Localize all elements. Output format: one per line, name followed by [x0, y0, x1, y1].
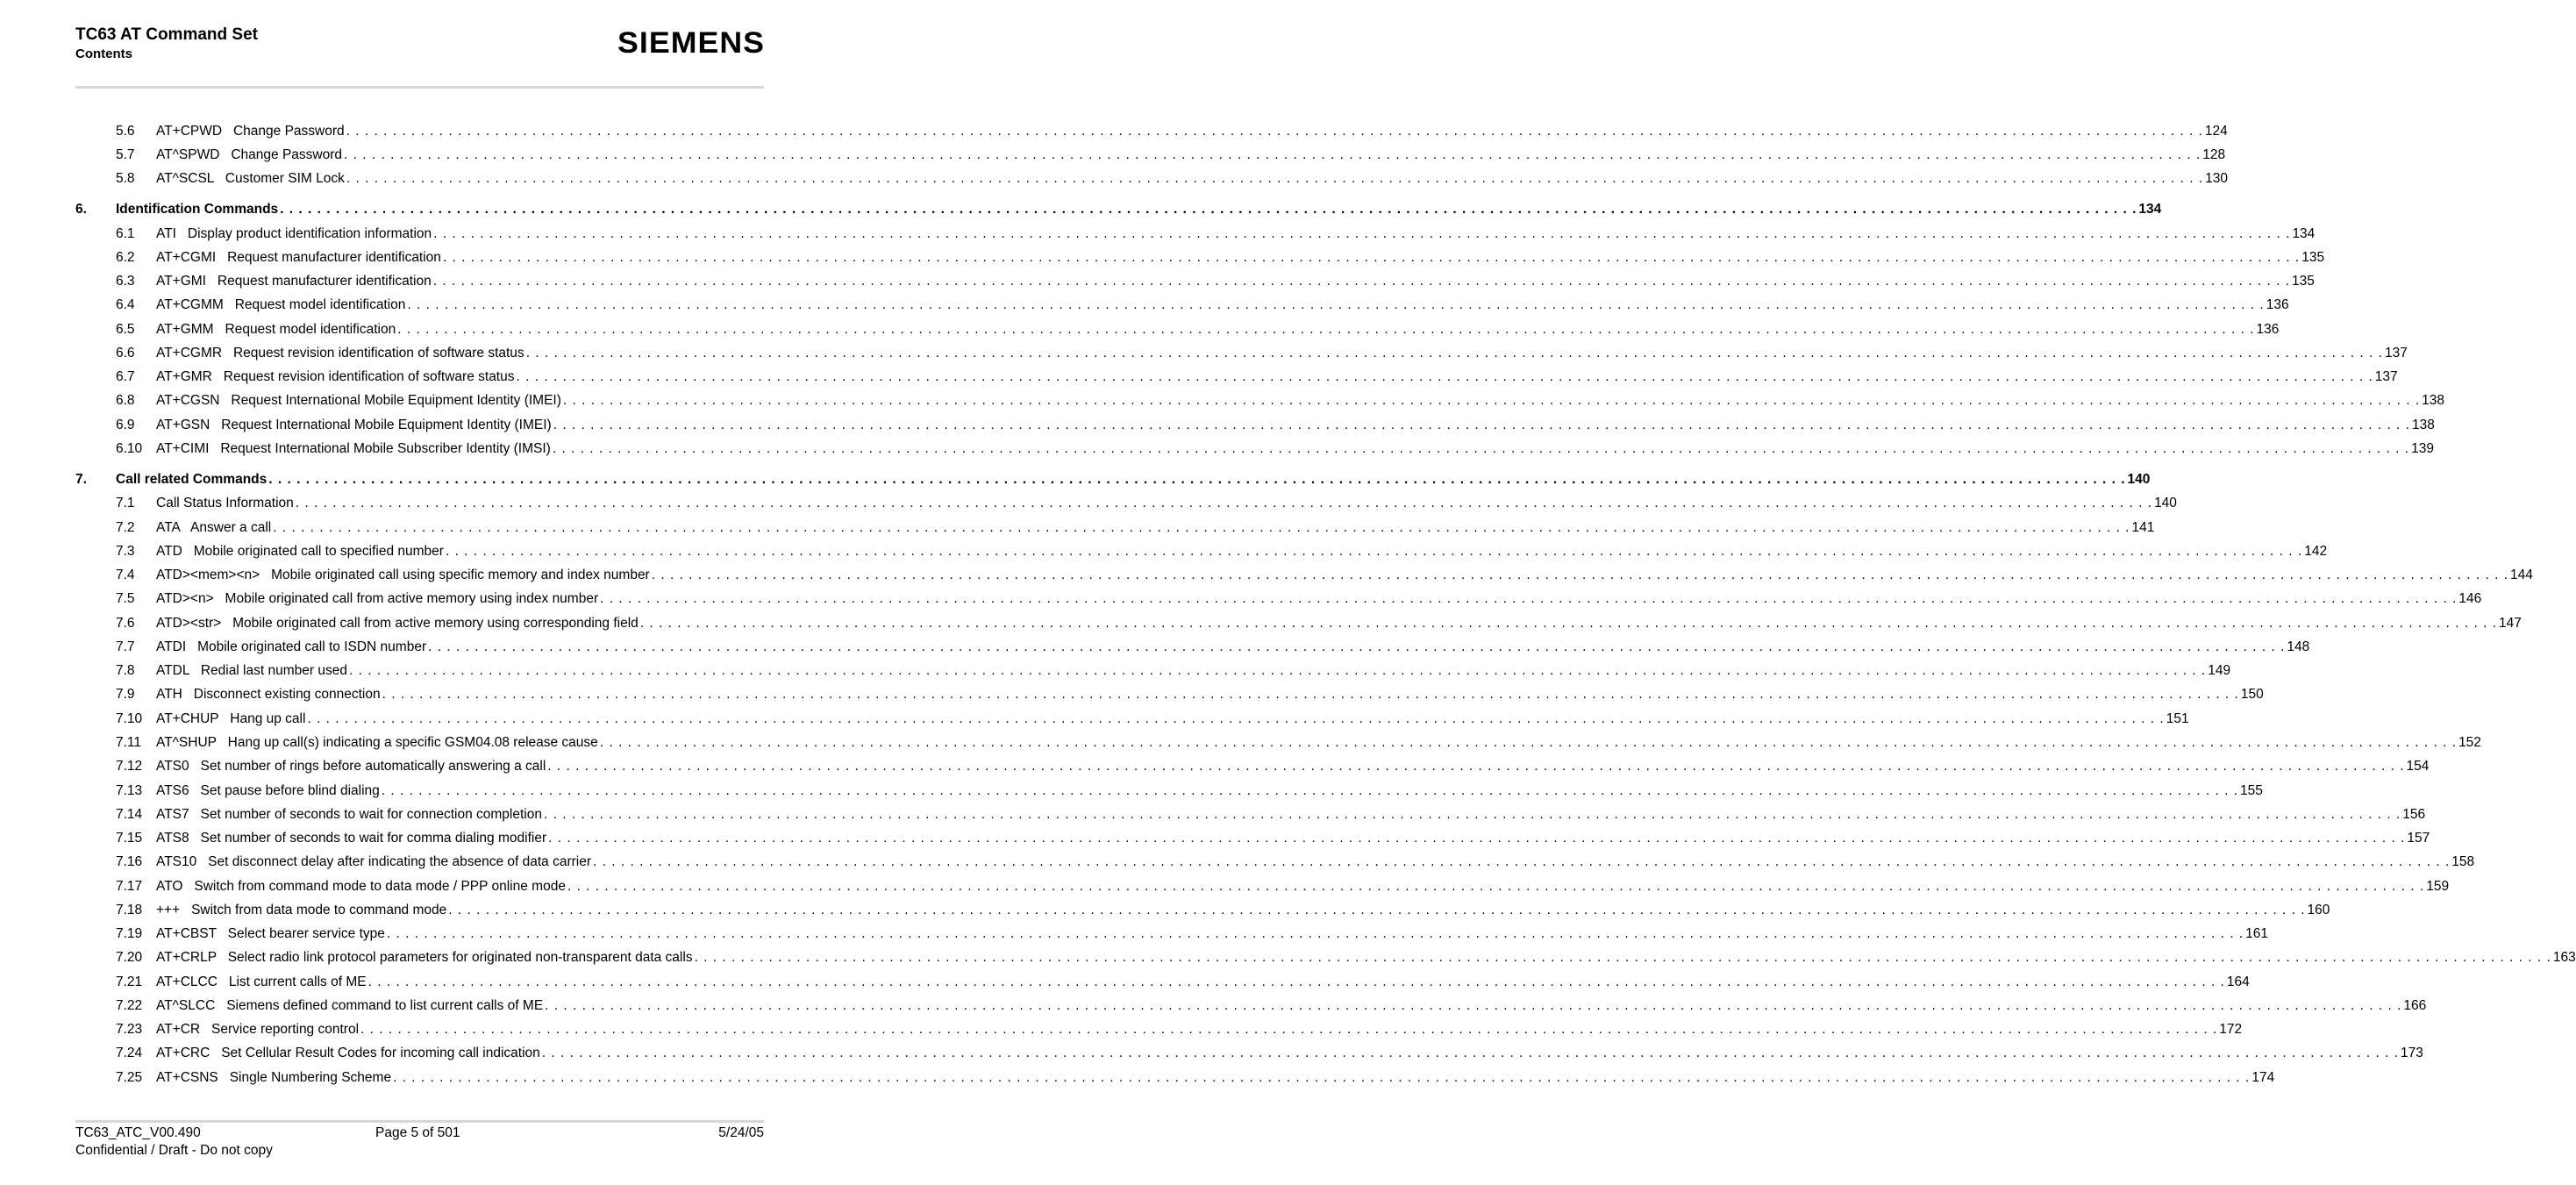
toc-entry-title: AT^SLCC Siemens defined command to list current calls of ME — [156, 998, 544, 1013]
toc-entry-line — [156, 440, 2434, 458]
toc-dot-leader: . . . . . . . . . . . . . . . . . . . . . . . . . . . . . . . . . . . . . . . . . . . . . . . . . . . . . . . . . . . . . . . . . . . . . . . . . . . . . . . . . . . . . . . . . . . . . . . . . . . . . . . . . . . . . . . . . . . . . . . . . . . . . . . . . . . . . . . . . . . . . . . . . . . . . . . . . . . . . . . . . . . . . . . . . . . . . . . . . . . . . . . . . . . . . . . . . . . . . . . . — [433, 226, 2291, 241]
toc-entry-line — [156, 345, 2408, 362]
toc-entry-line — [156, 997, 2427, 1015]
toc-entry-line — [156, 686, 2264, 703]
toc-entry-title: AT+CRLP Select radio link protocol parameters for originated non-transparent data calls — [156, 950, 693, 965]
toc-entry-line — [156, 949, 2576, 967]
toc-entry-title: ATA Answer a call — [156, 520, 272, 535]
toc-entry-line — [156, 225, 2316, 243]
toc-entry-page: 151 — [2166, 711, 2189, 726]
toc-entry-number: 7.24 — [116, 1046, 143, 1060]
toc-entry-line — [156, 392, 2445, 410]
toc-entry-page: 140 — [2127, 472, 2151, 487]
toc-entry-title: AT+CGSN Request International Mobile Equipment Identity (IMEI) — [156, 393, 561, 408]
toc-entry[interactable] — [75, 368, 2398, 386]
toc-dot-leader: . . . . . . . . . . . . . . . . . . . . . . . . . . . . . . . . . . . . . . . . . . . . . . . . . . . . . . . . . . . . . . . . . . . . . . . . . . . . . . . . . . . . . . . . . . . . . . . . . . . . . . . . . . . . . . . . . . . . . . . . . . . . . . . . . . . . . . . . . . . . . . . . . . . . . . . . . . . . . . . . . . . . . . . . . . . . . . . . . . . . . . . . . . . . . . . . . . . . . . . . — [346, 124, 2203, 139]
toc-entry[interactable] — [75, 615, 2522, 632]
toc-entry-page: 134 — [2138, 202, 2162, 217]
toc-dot-leader: . . . . . . . . . . . . . . . . . . . . . . . . . . . . . . . . . . . . . . . . . . . . . . . . . . . . . . . . . . . . . . . . . . . . . . . . . . . . . . . . . . . . . . . . . . . . . . . . . . . . . . . . . . . . . . . . . . . . . . . . . . . . . . . . . . . . . . . . . . . . . . . . . . . . . . . . . . . . . . . . . . . . . . . . . . . . . . . . . . . . . . . . . . . . . . . . . . . . . . . . — [382, 687, 2239, 702]
toc-entry[interactable] — [75, 567, 2533, 584]
toc-entry[interactable] — [75, 273, 2315, 290]
toc-entry[interactable] — [75, 997, 2427, 1015]
toc-dot-leader: . . . . . . . . . . . . . . . . . . . . . . . . . . . . . . . . . . . . . . . . . . . . . . . . . . . . . . . . . . . . . . . . . . . . . . . . . . . . . . . . . . . . . . . . . . . . . . . . . . . . . . . . . . . . . . . . . . . . . . . . . . . . . . . . . . . . . . . . . . . . . . . . . . . . . . . . . . . . . . . . . . . . . . . . . . . . . . . . . . . . . . . . . . . . . . . . . . . . . . . . — [346, 171, 2204, 186]
toc-entry[interactable] — [75, 710, 2189, 728]
toc-entry-line — [156, 782, 2263, 800]
toc-entry-page: 163 — [2552, 950, 2576, 965]
toc-entry-number: 7.7 — [116, 639, 135, 654]
toc-entry-page: 156 — [2402, 807, 2426, 822]
toc-entry-line — [156, 806, 2426, 824]
toc-entry-number: 7.11 — [116, 735, 142, 750]
toc-entry-number: 7.19 — [116, 926, 143, 941]
toc-entry[interactable] — [75, 123, 2228, 140]
toc-entry-line — [156, 902, 2330, 919]
toc-entry[interactable] — [75, 225, 2316, 243]
toc-entry[interactable] — [75, 392, 2445, 410]
toc-entry-line — [156, 296, 2289, 314]
toc-entry-number: 6.2 — [116, 250, 135, 265]
toc-entry-number: 7.17 — [116, 879, 143, 894]
toc-entry-title: AT+CGMI Request manufacturer identification — [156, 250, 441, 265]
toc-entry-title: ATD><str> Mobile originated call from active memory using corresponding field — [156, 616, 639, 631]
toc-entry-page: 173 — [2401, 1046, 2423, 1060]
toc-dot-leader: . . . . . . . . . . . . . . . . . . . . . . . . . . . . . . . . . . . . . . . . . . . . . . . . . . . . . . . . . . . . . . . . . . . . . . . . . . . . . . . . . . . . . . . . . . . . . . . . . . . . . . . . . . . . . . . . . . . . . . . . . . . . . . . . . . . . . . . . . . . . . . . . . . . . . . . . . . . . . . . . . . . . . . . . . . . . . . . . . . . . . . . . . . . . . . . . . . . . . . . . — [407, 297, 2265, 312]
toc-entry[interactable] — [75, 853, 2475, 871]
toc-entry-page: 140 — [2154, 496, 2177, 510]
toc-entry-line — [156, 639, 2310, 656]
footer-doc-id: TC63_ATC_V00.490 — [75, 1125, 201, 1140]
toc-entry-page: 159 — [2426, 879, 2450, 894]
toc-dot-leader: . . . . . . . . . . . . . . . . . . . . . . . . . . . . . . . . . . . . . . . . . . . . . . . . . . . . . . . . . . . . . . . . . . . . . . . . . . . . . . . . . . . . . . . . . . . . . . . . . . . . . . . . . . . . . . . . . . . . . . . . . . . . . . . . . . . . . . . . . . . . . . . . . . . . . . . . . . . . . . . . . . . . . . . . . . . . . . . . . . . . . . . . . . . . . . . . . . . . . . . . — [307, 711, 2165, 726]
toc-entry[interactable] — [75, 543, 2328, 560]
toc-entry-title: AT+GMM Request model identification — [156, 322, 396, 337]
toc-entry-page: 138 — [2411, 418, 2435, 432]
toc-entry[interactable] — [75, 830, 2430, 847]
toc-entry-number: 5.8 — [116, 171, 135, 186]
toc-dot-leader: . . . . . . . . . . . . . . . . . . . . . . . . . . . . . . . . . . . . . . . . . . . . . . . . . . . . . . . . . . . . . . . . . . . . . . . . . . . . . . . . . . . . . . . . . . . . . . . . . . . . . . . . . . . . . . . . . . . . . . . . . . . . . . . . . . . . . . . . . . . . . . . . . . . . . . . . . . . . . . . . . . . . . . . . . . . . . . . . . . . . . . . . . . . . . . . . . . . . . . . . — [552, 441, 2410, 456]
toc-entry-page: 172 — [2219, 1022, 2243, 1037]
toc-entry-title: AT+CPWD Change Password — [156, 124, 345, 139]
toc-entry-line — [156, 123, 2228, 140]
toc-entry-number: 7.9 — [116, 687, 135, 702]
toc-entry-title: AT+GSN Request International Mobile Equipment Identity (IMEI) — [156, 418, 552, 432]
toc-entry-line — [116, 201, 2162, 218]
toc-entry-page: 164 — [2226, 974, 2250, 989]
toc-dot-leader: . . . . . . . . . . . . . . . . . . . . . . . . . . . . . . . . . . . . . . . . . . . . . . . . . . . . . . . . . . . . . . . . . . . . . . . . . . . . . . . . . . . . . . . . . . . . . . . . . . . . . . . . . . . . . . . . . . . . . . . . . . . . . . . . . . . . . . . . . . . . . . . . . . . . . . . . . . . . . . . . . . . . . . . . . . . . . . . . . . . . . . . . . . . . . . . . . . . . . . . . — [367, 974, 2225, 989]
toc-entry-number: 7.8 — [116, 663, 135, 678]
toc-entry-title: AT+CHUP Hang up call — [156, 711, 306, 726]
toc-entry-title: AT+CGMR Request revision identification of software status — [156, 346, 524, 360]
toc-entry[interactable] — [75, 1045, 2423, 1062]
toc-dot-leader: . . . . . . . . . . . . . . . . . . . . . . . . . . . . . . . . . . . . . . . . . . . . . . . . . . . . . . . . . . . . . . . . . . . . . . . . . . . . . . . . . . . . . . . . . . . . . . . . . . . . . . . . . . . . . . . . . . . . . . . . . . . . . . . . . . . . . . . . . . . . . . . . . . . . . . . . . . . . . . . . . . . . . . . . . . . . . . . . . . . . . . . . . . . . . . . . . . . . . . . . — [541, 1046, 2400, 1060]
toc-entry-title: ATI Display product identification information — [156, 226, 432, 241]
toc-entry-line — [156, 758, 2430, 775]
toc-dot-leader: . . . . . . . . . . . . . . . . . . . . . . . . . . . . . . . . . . . . . . . . . . . . . . . . . . . . . . . . . . . . . . . . . . . . . . . . . . . . . . . . . . . . . . . . . . . . . . . . . . . . . . . . . . . . . . . . . . . . . . . . . . . . . . . . . . . . . . . . . . . . . . . . . . . . . . . . . . . . . . . . . . . . . . . . . . . . . . . . . . . . . . . . . . . . . . . . . . . . . . . . — [448, 903, 2306, 917]
toc-entry-line — [156, 368, 2398, 386]
toc-entry-number: 6.4 — [116, 297, 135, 312]
toc-entry-title: ATS0 Set number of rings before automatically answering a call — [156, 759, 546, 774]
toc-entry-page: 138 — [2422, 393, 2445, 408]
toc-entry-title: ATS8 Set number of seconds to wait for comma dialing modifier — [156, 831, 547, 846]
siemens-logo: SIEMENS — [617, 26, 765, 60]
toc-entry-page: 142 — [2304, 544, 2328, 559]
toc-entry[interactable] — [75, 925, 2269, 943]
toc-dot-leader: . . . . . . . . . . . . . . . . . . . . . . . . . . . . . . . . . . . . . . . . . . . . . . . . . . . . . . . . . . . . . . . . . . . . . . . . . . . . . . . . . . . . . . . . . . . . . . . . . . . . . . . . . . . . . . . . . . . . . . . . . . . . . . . . . . . . . . . . . . . . . . . . . . . . . . . . . . . . . . . . . . . . . . . . . . . . . . . . . . . . . . . . . . . . . . . . . . . . . . . . — [432, 274, 2290, 289]
toc-entry-title: Call Status Information — [156, 496, 294, 510]
toc-entry-number: 6.7 — [116, 369, 135, 384]
toc-entry-number: 7.13 — [116, 783, 143, 798]
toc-entry-page: 136 — [2256, 322, 2280, 337]
toc-dot-leader: . . . . . . . . . . . . . . . . . . . . . . . . . . . . . . . . . . . . . . . . . . . . . . . . . . . . . . . . . . . . . . . . . . . . . . . . . . . . . . . . . . . . . . . . . . . . . . . . . . . . . . . . . . . . . . . . . . . . . . . . . . . . . . . . . . . . . . . . . . . . . . . . . . . . . . . . . . . . . . . . . . . . . . . . . . . . . . . . . . . . . . . . . . . . . . . . . . . . . . . . — [545, 998, 2402, 1013]
toc-entry[interactable] — [75, 170, 2228, 188]
toc-entry[interactable] — [75, 146, 2226, 164]
toc-entry-page: 166 — [2403, 998, 2427, 1013]
toc-entry-number: 7.21 — [116, 974, 143, 989]
toc-entry-number: 6. — [75, 202, 87, 217]
toc-entry-number: 7.18 — [116, 903, 143, 917]
toc-entry-number: 7.23 — [116, 1022, 143, 1037]
toc-entry[interactable] — [75, 974, 2250, 991]
toc-entry-line — [156, 1021, 2243, 1039]
document-title: TC63 AT Command Set — [75, 25, 258, 44]
toc-entry-number: 6.10 — [116, 441, 143, 456]
toc-dot-leader: . . . . . . . . . . . . . . . . . . . . . . . . . . . . . . . . . . . . . . . . . . . . . . . . . . . . . . . . . . . . . . . . . . . . . . . . . . . . . . . . . . . . . . . . . . . . . . . . . . . . . . . . . . . . . . . . . . . . . . . . . . . . . . . . . . . . . . . . . . . . . . . . . . . . . . . . . . . . . . . . . . . . . . . . . . . . . . . . . . . . . . . . . . . . . . . . . . . . . . . . — [599, 735, 2458, 750]
toc-entry[interactable] — [75, 949, 2576, 967]
toc-entry-title: ATDI Mobile originated call to ISDN number — [156, 639, 427, 654]
toc-entry-line — [156, 495, 2177, 512]
toc-entry-title: AT+CRC Set Cellular Result Codes for incoming call indication — [156, 1046, 540, 1060]
toc-entry-title: AT+CGMM Request model identification — [156, 297, 406, 312]
toc-entry-line — [156, 567, 2533, 584]
toc-entry-page: 160 — [2307, 903, 2330, 917]
toc-entry-title: Call related Commands — [116, 472, 268, 487]
toc-entry-title: ATDL Redial last number used — [156, 663, 347, 678]
toc-dot-leader: . . . . . . . . . . . . . . . . . . . . . . . . . . . . . . . . . . . . . . . . . . . . . . . . . . . . . . . . . . . . . . . . . . . . . . . . . . . . . . . . . . . . . . . . . . . . . . . . . . . . . . . . . . . . . . . . . . . . . . . . . . . . . . . . . . . . . . . . . . . . . . . . . . . . . . . . . . . . . . . . . . . . . . . . . . . . . . . . . . . . . . . . . . . . . . . . . . . . . . . . — [567, 879, 2425, 894]
toc-entry-line — [156, 273, 2315, 290]
toc-entry-line — [156, 830, 2430, 847]
footer-page-info: Page 5 of 501 — [375, 1125, 460, 1140]
toc-entry-page: 158 — [2451, 854, 2475, 869]
toc-entry-page: 137 — [2374, 369, 2398, 384]
toc-entry-line — [156, 662, 2231, 680]
toc-entry-line — [156, 710, 2189, 728]
toc-dot-leader: . . . . . . . . . . . . . . . . . . . . . . . . . . . . . . . . . . . . . . . . . . . . . . . . . . . . . . . . . . . . . . . . . . . . . . . . . . . . . . . . . . . . . . . . . . . . . . . . . . . . . . . . . . . . . . . . . . . . . . . . . . . . . . . . . . . . . . . . . . . . . . . . . . . . . . . . . . . . . . . . . . . . . . . . . . . . . . . . . . . . . . . . . . . . . . . . . . . . . . . . — [548, 831, 2406, 846]
toc-entry-number: 7.20 — [116, 950, 143, 965]
toc-entry-line — [156, 1069, 2275, 1087]
toc-entry-line — [156, 615, 2522, 632]
toc-entry-number: 7.14 — [116, 807, 143, 822]
toc-dot-leader: . . . . . . . . . . . . . . . . . . . . . . . . . . . . . . . . . . . . . . . . . . . . . . . . . . . . . . . . . . . . . . . . . . . . . . . . . . . . . . . . . . . . . . . . . . . . . . . . . . . . . . . . . . . . . . . . . . . . . . . . . . . . . . . . . . . . . . . . . . . . . . . . . . . . . . . . . . . . . . . . . . . . . . . . . . . . . . . . . . . . . . . . . . . . . . . . . . . . . . . . — [360, 1022, 2218, 1037]
footer-date: 5/24/05 — [718, 1125, 764, 1140]
toc-entry-page: 144 — [2510, 568, 2533, 582]
toc-entry[interactable] — [75, 296, 2289, 314]
toc-dot-leader: . . . . . . . . . . . . . . . . . . . . . . . . . . . . . . . . . . . . . . . . . . . . . . . . . . . . . . . . . . . . . . . . . . . . . . . . . . . . . . . . . . . . . . . . . . . . . . . . . . . . . . . . . . . . . . . . . . . . . . . . . . . . . . . . . . . . . . . . . . . . . . . . . . . . . . . . . . . . . . . . . . . . . . . . . . . . . . . . . . . . . . . . . . . . . . . . . . . . . . . . — [273, 520, 2130, 535]
toc-entry-page: 150 — [2240, 687, 2264, 702]
toc-entry-page: 134 — [2292, 226, 2316, 241]
toc-entry[interactable] — [75, 417, 2435, 434]
toc-entry-title: ATO Switch from command mode to data mode / PPP online mode — [156, 879, 566, 894]
toc-entry[interactable] — [75, 590, 2482, 608]
toc-entry-line — [156, 146, 2226, 164]
toc-entry-page: 161 — [2245, 926, 2269, 941]
toc-entry-title: ATS6 Set pause before blind dialing — [156, 783, 380, 798]
toc-entry-title: AT^SPWD Change Password — [156, 147, 343, 162]
toc-entry[interactable] — [75, 806, 2426, 824]
toc-dot-leader: . . . . . . . . . . . . . . . . . . . . . . . . . . . . . . . . . . . . . . . . . . . . . . . . . . . . . . . . . . . . . . . . . . . . . . . . . . . . . . . . . . . . . . . . . . . . . . . . . . . . . . . . . . . . . . . . . . . . . . . . . . . . . . . . . . . . . . . . . . . . . . . . . . . . . . . . . . . . . . . . . . . . . . . . . . . . . . . . . . . . . . . . . . . . . . . . . . . . . . . . — [651, 568, 2508, 582]
toc-dot-leader: . . . . . . . . . . . . . . . . . . . . . . . . . . . . . . . . . . . . . . . . . . . . . . . . . . . . . . . . . . . . . . . . . . . . . . . . . . . . . . . . . . . . . . . . . . . . . . . . . . . . . . . . . . . . . . . . . . . . . . . . . . . . . . . . . . . . . . . . . . . . . . . . . . . . . . . . . . . . . . . . . . . . . . . . . . . . . . . . . . . . . . . . . . . . . . . . . . . . . . . . — [397, 322, 2255, 337]
toc-entry[interactable] — [75, 519, 2155, 537]
toc-entry-page: 152 — [2458, 735, 2481, 750]
toc-dot-leader: . . . . . . . . . . . . . . . . . . . . . . . . . . . . . . . . . . . . . . . . . . . . . . . . . . . . . . . . . . . . . . . . . . . . . . . . . . . . . . . . . . . . . . . . . . . . . . . . . . . . . . . . . . . . . . . . . . . . . . . . . . . . . . . . . . . . . . . . . . . . . . . . . . . . . . . . . . . . . . . . . . . . . . . . . . . . . . . . . . . . . . . . . . . . . . . . . . . . . . . . — [593, 854, 2451, 869]
toc-entry-page: 154 — [2406, 759, 2430, 774]
toc-entry-number: 5.7 — [116, 147, 135, 162]
toc-entry[interactable] — [75, 758, 2430, 775]
toc-entry-number: 7.2 — [116, 520, 135, 535]
toc-entry-number: 7.1 — [116, 496, 135, 510]
toc-entry-number: 7.6 — [116, 616, 135, 631]
toc-dot-leader: . . . . . . . . . . . . . . . . . . . . . . . . . . . . . . . . . . . . . . . . . . . . . . . . . . . . . . . . . . . . . . . . . . . . . . . . . . . . . . . . . . . . . . . . . . . . . . . . . . . . . . . . . . . . . . . . . . . . . . . . . . . . . . . . . . . . . . . . . . . . . . . . . . . . . . . . . . . . . . . . . . . . . . . . . . . . . . . . . . . . . . . . . . . . . . . . . . . . . . . . — [344, 147, 2201, 162]
toc-entry-line — [156, 974, 2250, 991]
toc-entry-line — [156, 417, 2435, 434]
toc-entry-title: ATH Disconnect existing connection — [156, 687, 381, 702]
toc-entry[interactable] — [75, 440, 2434, 458]
toc-dot-leader: . . . . . . . . . . . . . . . . . . . . . . . . . . . . . . . . . . . . . . . . . . . . . . . . . . . . . . . . . . . . . . . . . . . . . . . . . . . . . . . . . . . . . . . . . . . . . . . . . . . . . . . . . . . . . . . . . . . . . . . . . . . . . . . . . . . . . . . . . . . . . . . . . . . . . . . . . . . . . . . . . . . . . . . . . . . . . . . . . . . . . . . . . . . . . . . . . . . . . . . . — [295, 496, 2153, 510]
toc-entry[interactable] — [75, 1021, 2243, 1039]
toc-entry[interactable] — [75, 782, 2263, 800]
toc-entry-title: AT+CLCC List current calls of ME — [156, 974, 367, 989]
toc-dot-leader: . . . . . . . . . . . . . . . . . . . . . . . . . . . . . . . . . . . . . . . . . . . . . . . . . . . . . . . . . . . . . . . . . . . . . . . . . . . . . . . . . . . . . . . . . . . . . . . . . . . . . . . . . . . . . . . . . . . . . . . . . . . . . . . . . . . . . . . . . . . . . . . . . . . . . . . . . . . . . . . . . . . . . . . . . . . . . . . . . . . . . . . . . . . . . . . . . . . . . . . . — [547, 759, 2405, 774]
toc-entry-title: ATS10 Set disconnect delay after indicating the absence of data carrier — [156, 854, 591, 869]
toc-entry-title: AT+CBST Select bearer service type — [156, 926, 385, 941]
toc-entry-line — [156, 590, 2482, 608]
toc-entry[interactable] — [75, 249, 2325, 267]
toc-entry-line — [156, 878, 2450, 896]
toc-entry-number: 6.5 — [116, 322, 135, 337]
toc-entry-number: 6.3 — [116, 274, 135, 289]
toc-entry-line — [156, 519, 2155, 537]
toc-entry-page: 128 — [2202, 147, 2226, 162]
toc-entry-page: 139 — [2411, 441, 2434, 456]
toc-entry-page: 137 — [2384, 346, 2408, 360]
toc-entry-page: 136 — [2266, 297, 2289, 312]
toc-dot-leader: . . . . . . . . . . . . . . . . . . . . . . . . . . . . . . . . . . . . . . . . . . . . . . . . . . . . . . . . . . . . . . . . . . . . . . . . . . . . . . . . . . . . . . . . . . . . . . . . . . . . . . . . . . . . . . . . . . . . . . . . . . . . . . . . . . . . . . . . . . . . . . . . . . . . . . . . . . . . . . . . . . . . . . . . . . . . . . . . . . . . . . . . . . . . . . . . . . . . . . . . — [381, 783, 2239, 798]
toc-entry-title: AT+GMI Request manufacturer identification — [156, 274, 432, 289]
toc-entry-line — [156, 321, 2280, 339]
toc-entry[interactable] — [75, 471, 2151, 489]
toc-entry[interactable] — [75, 201, 2162, 218]
toc-entry[interactable] — [75, 495, 2177, 512]
toc-entry-title: ATD Mobile originated call to specified number — [156, 544, 444, 559]
toc-entry[interactable] — [75, 662, 2231, 680]
toc-entry-page: 135 — [2292, 274, 2315, 289]
toc-entry-page: 146 — [2458, 591, 2482, 606]
toc-entry-line — [156, 1045, 2423, 1062]
toc-entry-number: 6.1 — [116, 226, 135, 241]
toc-entry-title: AT+CIMI Request International Mobile Subscriber Identity (IMSI) — [156, 441, 551, 456]
footer-confidential: Confidential / Draft - Do not copy — [75, 1143, 273, 1158]
toc-entry-page: 157 — [2407, 831, 2430, 846]
toc-entry-number: 7.5 — [116, 591, 135, 606]
toc-entry-number: 6.8 — [116, 393, 135, 408]
toc-dot-leader: . . . . . . . . . . . . . . . . . . . . . . . . . . . . . . . . . . . . . . . . . . . . . . . . . . . . . . . . . . . . . . . . . . . . . . . . . . . . . . . . . . . . . . . . . . . . . . . . . . . . . . . . . . . . . . . . . . . . . . . . . . . . . . . . . . . . . . . . . . . . . . . . . . . . . . . . . . . . . . . . . . . . . . . . . . . . . . . . . . . . . . . . . . . . . . . . . . . . . . . . — [442, 250, 2301, 265]
toc-entry-line — [156, 925, 2269, 943]
toc-dot-leader: . . . . . . . . . . . . . . . . . . . . . . . . . . . . . . . . . . . . . . . . . . . . . . . . . . . . . . . . . . . . . . . . . . . . . . . . . . . . . . . . . . . . . . . . . . . . . . . . . . . . . . . . . . . . . . . . . . . . . . . . . . . . . . . . . . . . . . . . . . . . . . . . . . . . . . . . . . . . . . . . . . . . . . . . . . . . . . . . . . . . . . . . . . . . . . . . . . . . . . . . — [348, 663, 2207, 678]
toc-entry[interactable] — [75, 639, 2310, 656]
toc-entry-page: 155 — [2240, 783, 2263, 798]
toc-entry-number: 6.6 — [116, 346, 135, 360]
toc-entry-page: 147 — [2499, 616, 2522, 631]
toc-entry-page: 141 — [2131, 520, 2155, 535]
toc-entry-number: 7.22 — [116, 998, 143, 1013]
toc-entry[interactable] — [75, 321, 2280, 339]
toc-entry-line — [156, 543, 2328, 560]
toc-entry-number: 5.6 — [116, 124, 135, 139]
toc-entry-number: 7. — [75, 472, 87, 487]
header-divider — [75, 86, 764, 89]
toc-entry-number: 7.12 — [116, 759, 143, 774]
toc-dot-leader: . . . . . . . . . . . . . . . . . . . . . . . . . . . . . . . . . . . . . . . . . . . . . . . . . . . . . . . . . . . . . . . . . . . . . . . . . . . . . . . . . . . . . . . . . . . . . . . . . . . . . . . . . . . . . . . . . . . . . . . . . . . . . . . . . . . . . . . . . . . . . . . . . . . . . . . . . . . . . . . . . . . . . . . . . . . . . . . . . . . . . . . . . . . . . . . . . . . . . . . . — [525, 346, 2383, 360]
toc-dot-leader: . . . . . . . . . . . . . . . . . . . . . . . . . . . . . . . . . . . . . . . . . . . . . . . . . . . . . . . . . . . . . . . . . . . . . . . . . . . . . . . . . . . . . . . . . . . . . . . . . . . . . . . . . . . . . . . . . . . . . . . . . . . . . . . . . . . . . . . . . . . . . . . . . . . . . . . . . . . . . . . . . . . . . . . . . . . . . . . . . . . . . . . . . . . . . . . . . . . . . . . . — [543, 807, 2401, 822]
toc-entry-title: +++ Switch from data mode to command mode — [156, 903, 447, 917]
toc-entry[interactable] — [75, 345, 2408, 362]
toc-dot-leader: . . . . . . . . . . . . . . . . . . . . . . . . . . . . . . . . . . . . . . . . . . . . . . . . . . . . . . . . . . . . . . . . . . . . . . . . . . . . . . . . . . . . . . . . . . . . . . . . . . . . . . . . . . . . . . . . . . . . . . . . . . . . . . . . . . . . . . . . . . . . . . . . . . . . . . . . . . . . . . . . . . . . . . . . . . . . . . . . . . . . . . . . . . . . . . . . . . . . . . . . — [639, 616, 2498, 631]
toc-entry-title: ATD><mem><n> Mobile originated call using specific memory and index number — [156, 568, 650, 582]
toc-dot-leader: . . . . . . . . . . . . . . . . . . . . . . . . . . . . . . . . . . . . . . . . . . . . . . . . . . . . . . . . . . . . . . . . . . . . . . . . . . . . . . . . . . . . . . . . . . . . . . . . . . . . . . . . . . . . . . . . . . . . . . . . . . . . . . . . . . . . . . . . . . . . . . . . . . . . . . . . . . . . . . . . . . . . . . . . . . . . . . . . . . . . . . . . . . . . . . . . . . . . . . . . — [393, 1070, 2251, 1085]
toc-dot-leader: . . . . . . . . . . . . . . . . . . . . . . . . . . . . . . . . . . . . . . . . . . . . . . . . . . . . . . . . . . . . . . . . . . . . . . . . . . . . . . . . . . . . . . . . . . . . . . . . . . . . . . . . . . . . . . . . . . . . . . . . . . . . . . . . . . . . . . . . . . . . . . . . . . . . . . . . . . . . . . . . . . . . . . . . . . . . . . . . . . . . . . . . . . . . . . . . . . . . . . . . — [280, 202, 2137, 217]
toc-entry-title: ATS7 Set number of seconds to wait for connection completion — [156, 807, 542, 822]
document-subtitle: Contents — [75, 46, 132, 61]
toc-entry-title: Identification Commands — [116, 202, 279, 217]
toc-entry-number: 7.10 — [116, 711, 143, 726]
toc-dot-leader: . . . . . . . . . . . . . . . . . . . . . . . . . . . . . . . . . . . . . . . . . . . . . . . . . . . . . . . . . . . . . . . . . . . . . . . . . . . . . . . . . . . . . . . . . . . . . . . . . . . . . . . . . . . . . . . . . . . . . . . . . . . . . . . . . . . . . . . . . . . . . . . . . . . . . . . . . . . . . . . . . . . . . . . . . . . . . . . . . . . . . . . . . . . . . . . . . . . . . . . . — [562, 393, 2421, 408]
toc-dot-leader: . . . . . . . . . . . . . . . . . . . . . . . . . . . . . . . . . . . . . . . . . . . . . . . . . . . . . . . . . . . . . . . . . . . . . . . . . . . . . . . . . . . . . . . . . . . . . . . . . . . . . . . . . . . . . . . . . . . . . . . . . . . . . . . . . . . . . . . . . . . . . . . . . . . . . . . . . . . . . . . . . . . . . . . . . . . . . . . . . . . . . . . . . . . . . . . . . . . . . . . . — [268, 472, 2126, 487]
toc-entry-title: AT^SCSL Customer SIM Lock — [156, 171, 345, 186]
toc-dot-leader: . . . . . . . . . . . . . . . . . . . . . . . . . . . . . . . . . . . . . . . . . . . . . . . . . . . . . . . . . . . . . . . . . . . . . . . . . . . . . . . . . . . . . . . . . . . . . . . . . . . . . . . . . . . . . . . . . . . . . . . . . . . . . . . . . . . . . . . . . . . . . . . . . . . . . . . . . . . . . . . . . . . . . . . . . . . . . . . . . . . . . . . . . . . . . . . . . . . . . . . . — [553, 418, 2410, 432]
toc-entry-page: 174 — [2251, 1070, 2275, 1085]
toc-entry-page: 148 — [2287, 639, 2310, 654]
toc-entry[interactable] — [75, 878, 2450, 896]
toc-entry-line — [156, 734, 2481, 752]
toc-entry[interactable] — [75, 686, 2264, 703]
toc-dot-leader: . . . . . . . . . . . . . . . . . . . . . . . . . . . . . . . . . . . . . . . . . . . . . . . . . . . . . . . . . . . . . . . . . . . . . . . . . . . . . . . . . . . . . . . . . . . . . . . . . . . . . . . . . . . . . . . . . . . . . . . . . . . . . . . . . . . . . . . . . . . . . . . . . . . . . . . . . . . . . . . . . . . . . . . . . . . . . . . . . . . . . . . . . . . . . . . . . . . . . . . . — [694, 950, 2551, 965]
toc-entry-page: 149 — [2208, 663, 2231, 678]
toc-entry-number: 6.9 — [116, 418, 135, 432]
toc-dot-leader: . . . . . . . . . . . . . . . . . . . . . . . . . . . . . . . . . . . . . . . . . . . . . . . . . . . . . . . . . . . . . . . . . . . . . . . . . . . . . . . . . . . . . . . . . . . . . . . . . . . . . . . . . . . . . . . . . . . . . . . . . . . . . . . . . . . . . . . . . . . . . . . . . . . . . . . . . . . . . . . . . . . . . . . . . . . . . . . . . . . . . . . . . . . . . . . . . . . . . . . . — [445, 544, 2303, 559]
toc-entry-title: AT^SHUP Hang up call(s) indicating a specific GSM04.08 release cause — [156, 735, 598, 750]
toc-entry-number: 7.15 — [116, 831, 143, 846]
toc-entry-page: 135 — [2301, 250, 2325, 265]
toc-entry-number: 7.3 — [116, 544, 135, 559]
toc-entry-number: 7.16 — [116, 854, 143, 869]
footer-divider — [75, 1120, 764, 1123]
toc-dot-leader: . . . . . . . . . . . . . . . . . . . . . . . . . . . . . . . . . . . . . . . . . . . . . . . . . . . . . . . . . . . . . . . . . . . . . . . . . . . . . . . . . . . . . . . . . . . . . . . . . . . . . . . . . . . . . . . . . . . . . . . . . . . . . . . . . . . . . . . . . . . . . . . . . . . . . . . . . . . . . . . . . . . . . . . . . . . . . . . . . . . . . . . . . . . . . . . . . . . . . . . . — [600, 591, 2458, 606]
toc-entry[interactable] — [75, 734, 2481, 752]
toc-entry-title: AT+CR Service reporting control — [156, 1022, 360, 1037]
toc-dot-leader: . . . . . . . . . . . . . . . . . . . . . . . . . . . . . . . . . . . . . . . . . . . . . . . . . . . . . . . . . . . . . . . . . . . . . . . . . . . . . . . . . . . . . . . . . . . . . . . . . . . . . . . . . . . . . . . . . . . . . . . . . . . . . . . . . . . . . . . . . . . . . . . . . . . . . . . . . . . . . . . . . . . . . . . . . . . . . . . . . . . . . . . . . . . . . . . . . . . . . . . . — [516, 369, 2373, 384]
toc-entry-line — [116, 471, 2151, 489]
toc-entry-number: 7.25 — [116, 1070, 143, 1085]
toc-entry[interactable] — [75, 902, 2330, 919]
toc-dot-leader: . . . . . . . . . . . . . . . . . . . . . . . . . . . . . . . . . . . . . . . . . . . . . . . . . . . . . . . . . . . . . . . . . . . . . . . . . . . . . . . . . . . . . . . . . . . . . . . . . . . . . . . . . . . . . . . . . . . . . . . . . . . . . . . . . . . . . . . . . . . . . . . . . . . . . . . . . . . . . . . . . . . . . . . . . . . . . . . . . . . . . . . . . . . . . . . . . . . . . . . . — [386, 926, 2244, 941]
toc-entry-page: 130 — [2205, 171, 2228, 186]
toc-entry-line — [156, 249, 2325, 267]
toc-entry-line — [156, 853, 2475, 871]
toc-entry-line — [156, 170, 2228, 188]
toc-entry-title: AT+CSNS Single Numbering Scheme — [156, 1070, 392, 1085]
toc-entry-title: AT+GMR Request revision identification of software status — [156, 369, 515, 384]
toc-dot-leader: . . . . . . . . . . . . . . . . . . . . . . . . . . . . . . . . . . . . . . . . . . . . . . . . . . . . . . . . . . . . . . . . . . . . . . . . . . . . . . . . . . . . . . . . . . . . . . . . . . . . . . . . . . . . . . . . . . . . . . . . . . . . . . . . . . . . . . . . . . . . . . . . . . . . . . . . . . . . . . . . . . . . . . . . . . . . . . . . . . . . . . . . . . . . . . . . . . . . . . . . — [428, 639, 2286, 654]
toc-entry-title: ATD><n> Mobile originated call from active memory using index number — [156, 591, 599, 606]
toc-entry-page: 124 — [2204, 124, 2228, 139]
toc-entry[interactable] — [75, 1069, 2275, 1087]
toc-entry-number: 7.4 — [116, 568, 135, 582]
